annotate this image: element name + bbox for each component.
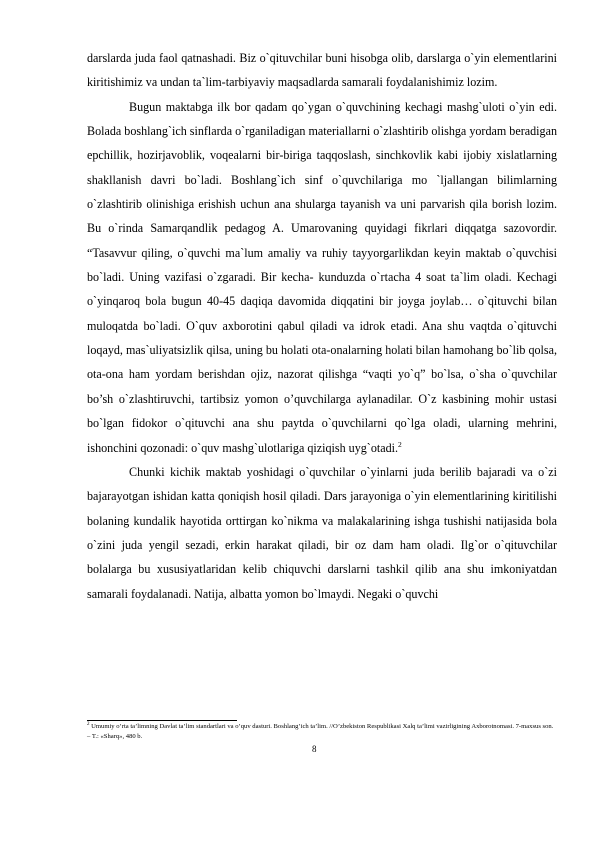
footnote-marker: 2 — [87, 721, 90, 727]
footnote-separator — [87, 720, 237, 721]
paragraph-1-text: darslarda juda faol qatnashadi. Biz o`qituvchilar buni hisobga olib, darslarga o`yin elementlarini kiritishimiz va undan ta`lim-tarbiyaviy maqsadlarda samarali foydalanishimiz lozim. — [87, 51, 557, 90]
paragraph-2-text: Bugun maktabga ilk bor qadam qo`ygan o`quvchining kechagi mashg`uloti o`yin edi. Bolada boshlang`ich sinflarda o`rganiladigan materiallarni o`zlashtirib olishga yordam beradigan epchillik, hozirjavoblik, voqealarni bir-biriga taqqoslash, sinchkovlik kabi ijobiy xislatlarning shakllanish davri bo`ladi. Boshlang`ich sinf o`quvchilariga mo `ljallangan bilimlarning o`zlashtirib olinishiga erishish uchun ana shularga tayanish va uni parvarish qila borish lozim. Bu o`rinda Samarqandlik pedagog A. Umarovaning quyidagi fikrlari diqqatga sazovordir. “Tasavvur qiling, o`quvchi ma`lum amaliy va ruhiy tayyorgarlikdan keyin maktab o`quvchisi bo`ladi. Uning vazifasi o`zgaradi. Bir kecha- kunduzda o`rtacha 4 soat ta`lim oladi. Kechagi o`yinqaroq bola bugun 40-45 daqiqa davomida diqqatini bir joyga joylab… o`qituvchi bilan muloqatda bo`ladi. O`quv axborotini qabul qiladi va idrok etadi. Ana shu vaqtda o`qituvchi loqayd, mas`uliyatsizlik qilsa, uning bu holati ota-onalarning holati bilan hamohang bo`lib qolsa, ota-ona ham yordam berishdan ojiz, nazorat qilishga “vaqti yo`q” bo`lsa, o`sha o`quvchilar bo’sh o`zlashtiruvchi, tartibsiz yomon o’quvchilarga aylanadilar. O`z kasbining mohir ustasi bo`lgan fidokor o`qituvchi ana shu paytda o`quvchilarni qo`lga oladi, ularning mehrini, ishonchini qozonadi: o`quv mashg`ulotlariga qiziqish uyg`otadi. — [87, 99, 557, 455]
body-text — [87, 46, 557, 606]
paragraph-3-text: Chunki kichik maktab yoshidagi o`quvchilar o`yinlarni juda berilib bajaradi va o`zi bajarayotgan ishidan katta qoniqish hosil qiladi. Dars jarayoniga o`yin elementlarining kiritilishi bolaning kundalik hayotida orttirgan ko`nikma va malakalarining ishga tushishi natijasida bola o`zini juda yengil sezadi, erkin harakat qiladi, bir oz dam ham oladi. Ilg`or o`qituvchilar bolalarga bu xususiyatlaridan kelib chiquvchi darslarni tashkil qilib ana shu imkoniyatdan samarali foydalanadi. Natija, albatta yomon bo`lmaydi. Negaki o`quvchi — [87, 464, 557, 601]
footnote — [87, 722, 557, 742]
paragraph-2 — [87, 95, 557, 460]
paragraph-3 — [87, 460, 557, 606]
footnote-reference: 2 — [398, 439, 402, 449]
paragraph-1 — [87, 46, 557, 95]
footnote-text: Umumiy o’rta ta’limning Davlat ta’lim standartlari va o’quv dasturi. Boshlang’ich ta’lim. //O’zbekiston Respublikasi Xalq ta’limi vazirligining Axborotnomasi. 7-maxsus son. – T.: «Sharq», 480 b. — [87, 723, 554, 740]
page-number: 8 — [312, 744, 317, 754]
